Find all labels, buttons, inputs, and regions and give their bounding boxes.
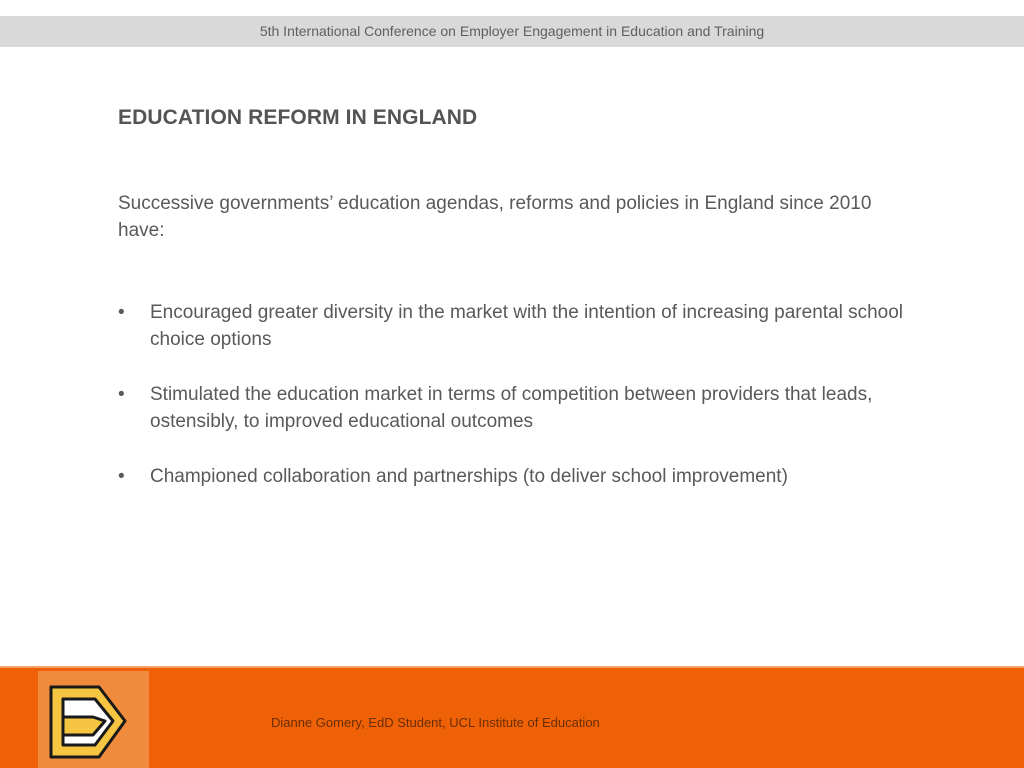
bullet-item: [118, 299, 928, 353]
bullet-item: [118, 463, 928, 490]
bullet-dot-icon: •: [118, 384, 125, 405]
bullet-dot-icon: •: [118, 466, 125, 487]
bullet-text: Championed collaboration and partnerships (to deliver school improvement): [150, 466, 788, 487]
footer-author: Dianne Gomery, EdD Student, UCL Institute of Education: [271, 715, 600, 730]
bullet-dot-icon: •: [118, 302, 125, 323]
institution-logo-icon: [49, 685, 127, 761]
intro-text: Successive governments’ education agendas, reforms and policies in England since 2010 have:: [118, 193, 872, 241]
bullet-text: Stimulated the education market in terms of competition between providers that leads, ostensibly, to improved educational outcomes: [150, 384, 873, 432]
bullet-list: [118, 299, 928, 518]
logo-box: [38, 671, 149, 768]
slide-title: EDUCATION REFORM IN ENGLAND: [118, 106, 478, 129]
bullet-item: [118, 381, 928, 435]
conference-header: 5th International Conference on Employer Engagement in Education and Training: [259, 23, 765, 39]
bullet-text: Encouraged greater diversity in the market with the intention of increasing parental school choice options: [150, 302, 904, 350]
